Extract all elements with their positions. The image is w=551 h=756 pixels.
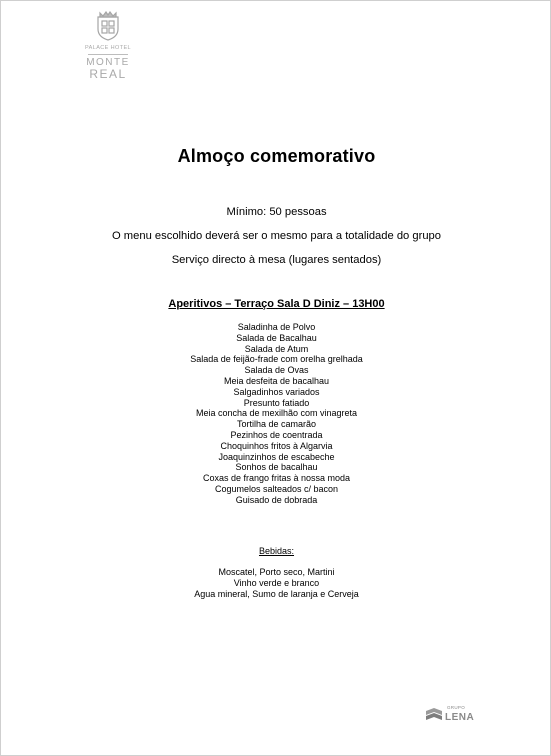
- info-minimum: Mínimo: 50 pessoas: [226, 206, 327, 218]
- menu-item: Meia concha de mexilhão com vinagreta: [195, 408, 358, 419]
- drink-item: Vinho verde e branco: [233, 577, 320, 588]
- info-menu-rule: O menu escolhido deverá ser o mesmo para a totalidade do grupo: [112, 230, 441, 242]
- logo-line-1: PALACE HOTEL: [85, 45, 131, 51]
- menu-item: Meia desfeita de bacalhau: [223, 375, 330, 386]
- menu-item: Cogumelos salteados c/ bacon: [214, 483, 339, 494]
- menu-item: Salada de Bacalhau: [236, 332, 317, 343]
- aperitivos-list: [1, 322, 551, 506]
- logo-group-label: GRUPO: [447, 705, 466, 710]
- bebidas-heading: Bebidas:: [258, 546, 295, 556]
- drink-item: Moscatel, Porto seco, Martini: [218, 567, 335, 577]
- menu-item: Choquinhos fritos à Algarvia: [220, 440, 333, 451]
- bebidas-list: [1, 567, 551, 599]
- menu-item: Salada de Ovas: [244, 365, 309, 376]
- menu-item: Presunto fatiado: [243, 397, 310, 408]
- menu-item: Salada de feijão-frade com orelha grelhada: [190, 354, 363, 365]
- menu-item: Guisado de dobrada: [235, 494, 318, 505]
- menu-item: Sonhos de bacalhau: [235, 462, 318, 473]
- menu-item: Pezinhos de coentrada: [230, 429, 323, 440]
- menu-item: Saladinha de Polvo: [237, 322, 316, 332]
- logo-line-2: MONTE: [86, 57, 130, 68]
- menu-item: Joaquinzinhos de escabeche: [218, 451, 335, 462]
- hotel-logo: [73, 11, 143, 81]
- menu-item: Salada de Atum: [244, 343, 309, 354]
- logo-divider: [88, 54, 128, 55]
- grupo-lena-mark-icon: [425, 707, 443, 723]
- page-title: Almoço comemorativo: [177, 146, 376, 166]
- menu-item: Salgadinhos variados: [233, 386, 320, 397]
- info-service: Serviço directo à mesa (lugares sentados): [171, 254, 382, 266]
- logo-line-3: REAL: [89, 67, 127, 81]
- grupo-lena-logo: [425, 703, 485, 727]
- drink-item: Agua mineral, Sumo de laranja e Cerveja: [194, 588, 359, 599]
- aperitivos-heading: Aperitivos – Terraço Sala D Diniz – 13H00: [168, 298, 385, 310]
- menu-item: Tortilha de camarão: [236, 419, 317, 430]
- logo-brand-label: LENA: [445, 712, 475, 723]
- hotel-crest-icon: [95, 11, 121, 41]
- menu-item: Coxas de frango fritas à nossa moda: [202, 473, 351, 484]
